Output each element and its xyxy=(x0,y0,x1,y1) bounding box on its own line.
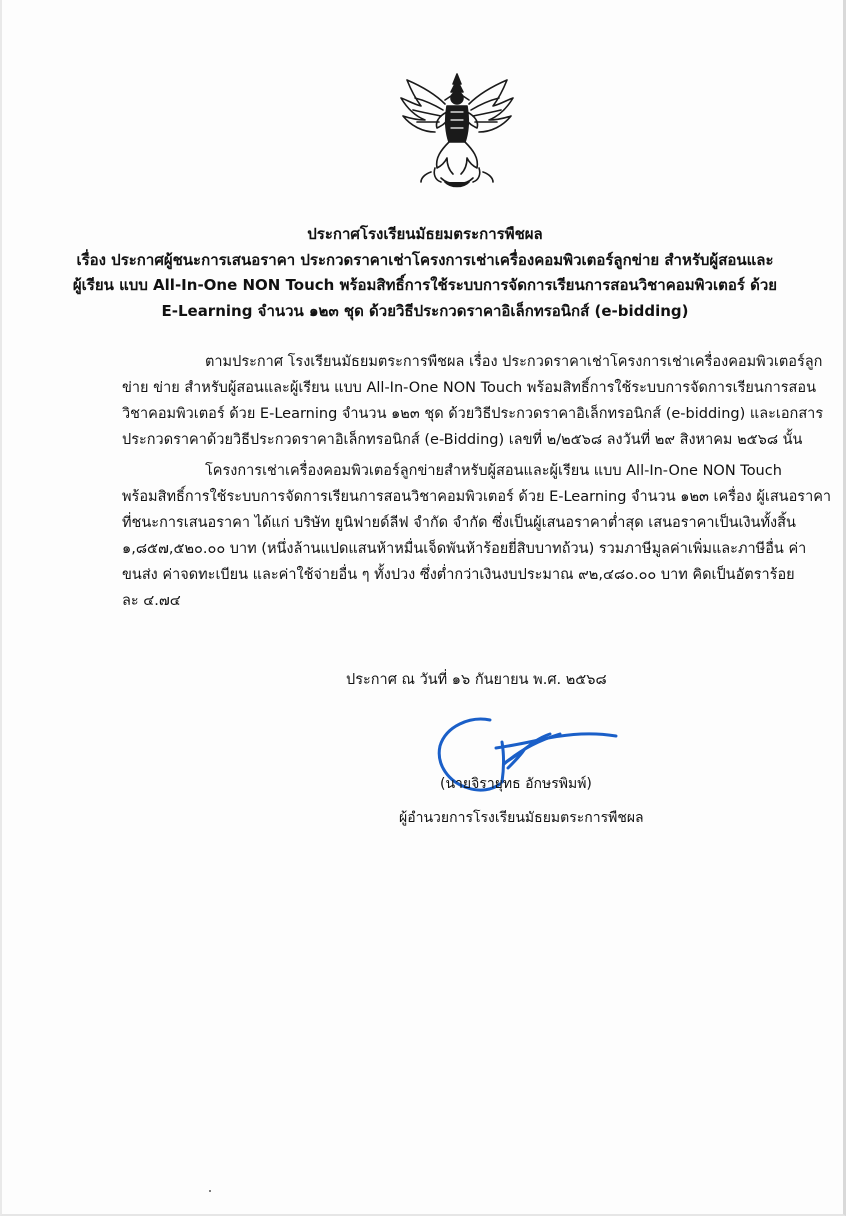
signer-title: ผู้อำนวยการโรงเรียนมัธยมตระการพืชผล xyxy=(399,810,644,826)
body-line: ตามประกาศ โรงเรียนมัธยมตระการพืชผล เรื่อง ประกวดราคาเช่าโครงการเช่าเครื่องคอมพิวเตอร์ลูก xyxy=(205,354,823,370)
body-line: ข่าย ข่าย สำหรับผู้สอนและผู้เรียน แบบ All-In-One NON Touch พร้อมสิทธิ์การใช้ระบบการจัดการเรียนการสอน xyxy=(122,380,817,396)
subject-line: E-Learning จำนวน ๑๒๓ ชุด ด้วยวิธีประกวดราคาอิเล็กทรอนิกส์ (e-bidding) xyxy=(161,302,689,320)
signer-name: (นายจิรายุทธ อักษรพิมพ์) xyxy=(440,776,592,792)
body-line: ขนส่ง ค่าจดทะเบียน และค่าใช้จ่ายอื่น ๆ ทั้งปวง ซึ่งต่ำกว่าเงินงบประมาณ ๙๒,๔๘๐.๐๐ บาท คิดเป็นอัตราร้อย xyxy=(122,567,795,583)
subject-line: ผู้เรียน แบบ All-In-One NON Touch พร้อมสิทธิ์การใช้ระบบการจัดการเรียนการสอนวิชาคอมพิวเตอร์ ด้วย xyxy=(72,276,778,294)
subject-line: เรื่อง ประกาศผู้ชนะการเสนอราคา ประกวดราคาเช่าโครงการเช่าเครื่องคอมพิวเตอร์ลูกข่าย สำหรับผู้สอนและ xyxy=(76,251,774,269)
body-line: ละ ๔.๗๔ xyxy=(122,593,181,609)
body-line: ที่ชนะการเสนอราคา ได้แก่ บริษัท ยูนิฟายด์ลีฟ จำกัด จำกัด ซึ่งเป็นผู้เสนอราคาต่ำสุด เสนอราคาเป็นเงินทั้งสิ้น xyxy=(122,515,796,531)
announcement-date: ประกาศ ณ วันที่ ๑๖ กันยายน พ.ศ. ๒๕๖๘ xyxy=(346,672,607,688)
garuda-emblem-icon xyxy=(395,70,519,192)
body-line: ประกวดราคาด้วยวิธีประกวดราคาอิเล็กทรอนิกส์ (e-Bidding) เลขที่ ๒/๒๕๖๘ ลงวันที่ ๒๙ สิงหาคม ๒๕๖๘ นั้น xyxy=(122,432,803,448)
body-line: โครงการเช่าเครื่องคอมพิวเตอร์ลูกข่ายสำหรับผู้สอนและผู้เรียน แบบ All-In-One NON Touch xyxy=(205,463,782,479)
body-line: ๑,๘๕๗,๕๒๐.๐๐ บาท (หนึ่งล้านแปดแสนห้าหมื่นเจ็ดพันห้าร้อยยี่สิบบาทถ้วน) รวมภาษีมูลค่าเพิ่มและภาษีอื่น ค่า xyxy=(122,541,807,557)
body-line: วิชาคอมพิวเตอร์ ด้วย E-Learning จำนวน ๑๒๓ ชุด ด้วยวิธีประกวดราคาอิเล็กทรอนิกส์ (e-bidding) และเอกสาร xyxy=(122,406,824,422)
scan-speck xyxy=(209,1190,211,1192)
body-line: พร้อมสิทธิ์การใช้ระบบการจัดการเรียนการสอนวิชาคอมพิวเตอร์ ด้วย E-Learning จำนวน ๑๒๓ เครื่อง ผู้เสนอราคา xyxy=(122,489,832,505)
announcement-title: ประกาศโรงเรียนมัธยมตระการพืชผล xyxy=(307,225,543,243)
